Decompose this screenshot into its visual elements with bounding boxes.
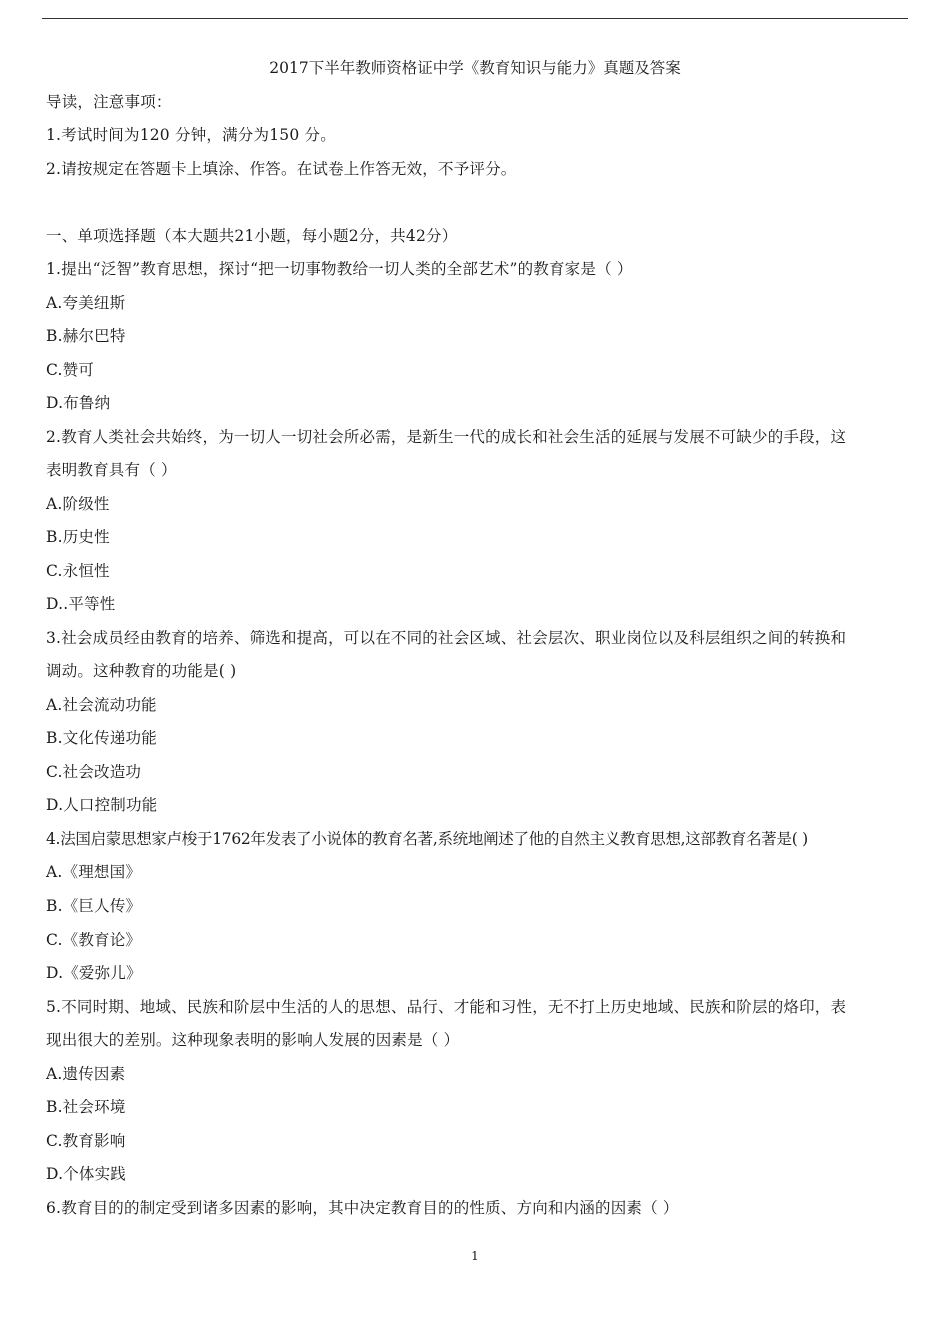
question-option: A.夸美纽斯: [46, 294, 126, 312]
question-stem: 1.提出“泛智”教育思想，探讨“把一切事物教给一切人类的全部艺术”的教育家是（ ）: [46, 260, 633, 278]
page-number: 1: [471, 1249, 479, 1263]
question-stem: 表明教育具有（ ）: [46, 461, 177, 479]
notice-item: 1.考试时间为120 分钟，满分为150 分。: [46, 126, 336, 144]
question-option: B.《巨人传》: [46, 897, 142, 915]
question-option: A.《理想国》: [46, 863, 142, 881]
question-option: D.个体实践: [46, 1165, 127, 1183]
question-option: D.《爱弥儿》: [46, 964, 142, 982]
notice-heading: 导读，注意事项：: [46, 93, 172, 111]
document-title: 2017下半年教师资格证中学《教育知识与能力》真题及答案: [269, 59, 681, 77]
question-stem: 5.不同时期、地域、民族和阶层中生活的人的思想、品行、才能和习性，无不打上历史地域、民族和阶层的烙印，表: [46, 998, 847, 1016]
question-option: C.永恒性: [46, 562, 110, 580]
question-option: C.教育影响: [46, 1132, 126, 1150]
question-option: D.布鲁纳: [46, 394, 111, 412]
question-stem: 现出很大的差别。这种现象表明的影响人发展的因素是（ ）: [46, 1031, 460, 1049]
question-stem: 4.法国启蒙思想家卢梭于1762年发表了小说体的教育名著,系统地阐述了他的自然主义教育思想,这部教育名著是( ): [46, 830, 808, 848]
question-option: B.文化传递功能: [46, 729, 157, 747]
question-option: B.社会环境: [46, 1098, 126, 1116]
question-option: A.阶级性: [46, 495, 110, 513]
header-rule: [42, 18, 908, 19]
question-option: D.人口控制功能: [46, 796, 158, 814]
question-option: C.《教育论》: [46, 931, 142, 949]
notice-item: 2.请按规定在答题卡上填涂、作答。在试卷上作答无效，不予评分。: [46, 160, 517, 178]
question-stem: 6.教育目的的制定受到诸多因素的影响，其中决定教育目的的性质、方向和内涵的因素（ ）: [46, 1199, 679, 1217]
question-option: A.社会流动功能: [46, 696, 157, 714]
question-stem: 3.社会成员经由教育的培养、筛选和提高，可以在不同的社会区域、社会层次、职业岗位以及科层组织之间的转换和: [46, 629, 847, 647]
question-stem: 2.教育人类社会共始终，为一切人一切社会所必需，是新生一代的成长和社会生活的延展与发展不可缺少的手段，这: [46, 428, 847, 446]
question-option: D..平等性: [46, 595, 116, 613]
question-option: A.遗传因素: [46, 1065, 126, 1083]
question-option: B.赫尔巴特: [46, 327, 126, 345]
question-option: B.历史性: [46, 528, 110, 546]
question-option: C.赞可: [46, 361, 95, 379]
question-stem: 调动。这种教育的功能是( ): [46, 662, 237, 680]
section-heading: 一、单项选择题（本大题共21小题，每小题2分，共42分）: [46, 227, 458, 245]
question-option: C.社会改造功: [46, 763, 142, 781]
